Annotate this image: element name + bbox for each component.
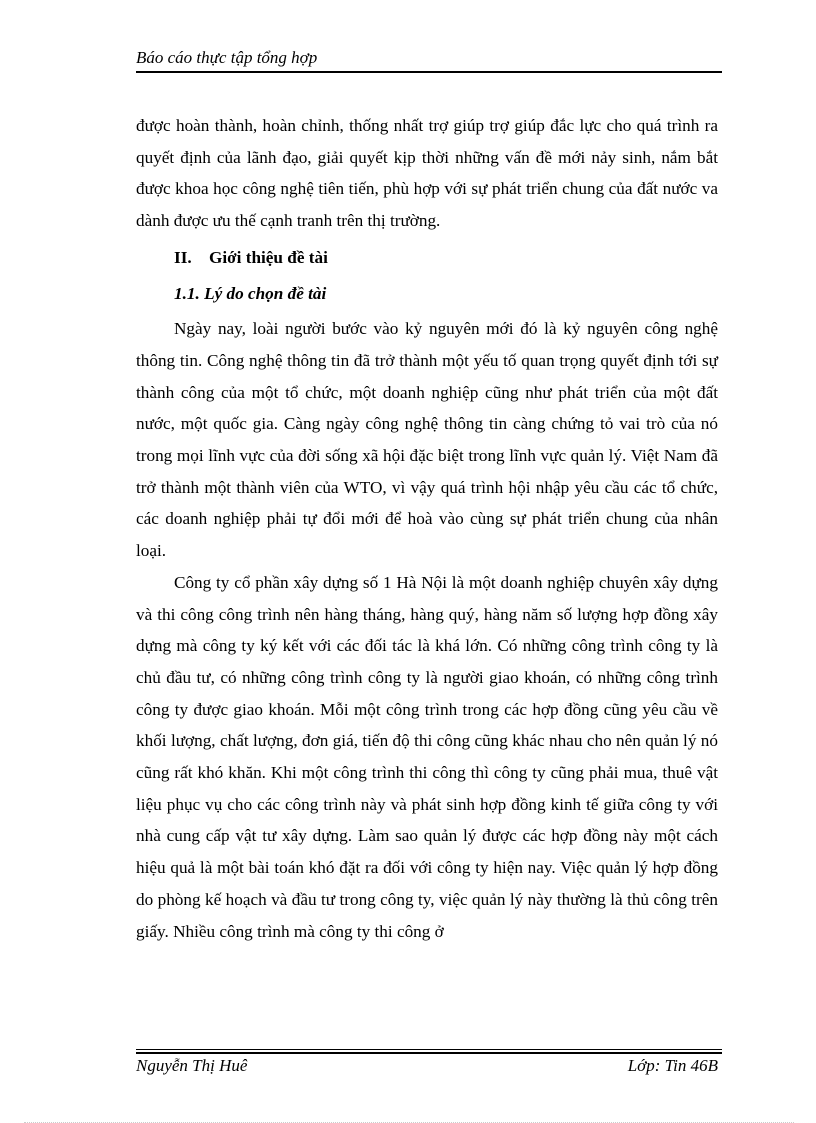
paragraph-continuation: được hoàn thành, hoàn chỉnh, thống nhất trợ giúp trợ giúp đắc lực cho quá trình ra quyết định của lãnh đạo, giải quyết kịp thời những vấn đề mới nảy sinh, nắm bắt được khoa học công nghệ tiên tiến, phù hợp với sự phát triển chung của đất nước va dành được ưu thế cạnh tranh trên thị trường. bbox=[136, 116, 718, 231]
running-header-title: Báo cáo thực tập tổng hợp bbox=[136, 48, 318, 67]
subsection-heading: 1.1. Lý do chọn đề tài bbox=[174, 283, 327, 303]
footer-author: Nguyễn Thị Huê bbox=[136, 1056, 248, 1075]
section-title: Giới thiệu đề tài bbox=[209, 247, 328, 267]
page-body bbox=[136, 110, 718, 947]
paragraph-intro: Ngày nay, loài người bước vào kỷ nguyên mới đó là kỷ nguyên công nghệ thông tin. Công nghệ thông tin đã trở thành một yếu tố quan trọng quyết định tới sự thành công của một tổ chức, một doanh nghiệp cũng như phát triển của một đất nước, một quốc gia. Càng ngày công nghệ thông tin càng chứng tỏ vai trò của nó trong mọi lĩnh vực của đời sống xã hội đặc biệt trong lĩnh vực quản lý. Việt Nam đã trở thành một thành viên của WTO, vì vậy quá trình hội nhập yêu cầu các tổ chức, các doanh nghiệp phải tự đổi mới để hoà vào cùng sự phát triển chung của nhân loại. bbox=[136, 319, 718, 561]
footer-rule bbox=[136, 1049, 722, 1050]
footer-rule-thick bbox=[136, 1052, 722, 1054]
footer-class: Lớp: Tin 46B bbox=[627, 1056, 718, 1075]
section-number: II. bbox=[174, 247, 192, 267]
header-rule bbox=[136, 71, 722, 73]
section-heading bbox=[136, 242, 718, 274]
paragraph-company: Công ty cổ phần xây dựng số 1 Hà Nội là một doanh nghiệp chuyên xây dựng và thi công công trình nên hàng tháng, hàng quý, hàng năm số lượng hợp đồng xây dựng mà công ty ký kết với các đối tác là khá lớn. Có những công trình công ty là chủ đầu tư, có những công trình công ty là người giao khoán, có những công trình công ty được giao khoán. Mỗi một công trình trong các hợp đồng cũng yêu cầu về khối lượng, chất lượng, đơn giá, tiến độ thi công cũng khác nhau cho nên quản lý nó cũng rất khó khăn. Khi một công trình thi công thì công ty cũng phải mua, thuê vật liệu phục vụ cho các công trình này và phát sinh hợp đồng kinh tế giữa công ty với nhà cung cấp vật tư xây dựng. Làm sao quản lý được các hợp đồng này một cách hiệu quả là một bài toán khó đặt ra đối với công ty hiện nay. Việc quản lý hợp đồng do phòng kế hoạch và đầu tư trong công ty, việc quản lý này thường là thủ công trên giấy. Nhiều công trình mà công ty thi công ở bbox=[136, 572, 718, 941]
